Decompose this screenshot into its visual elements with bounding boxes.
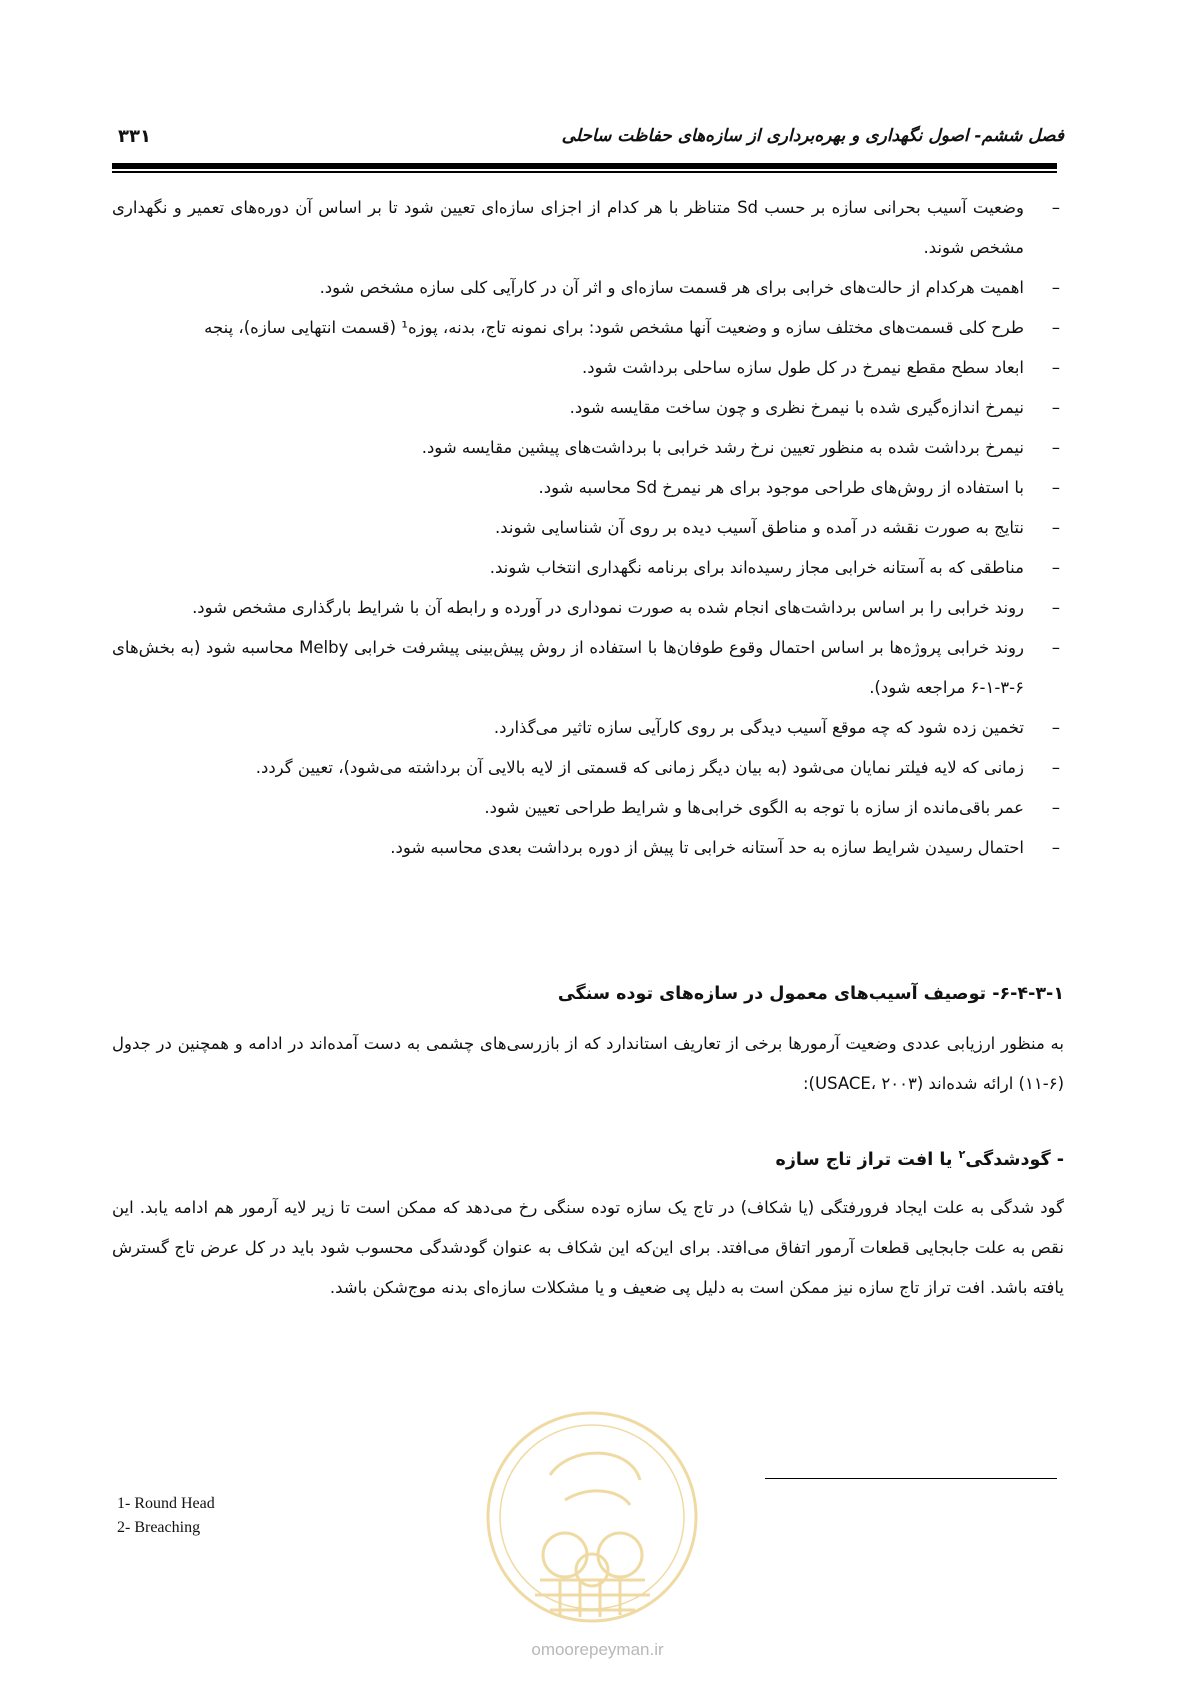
bullet-item: – ابعاد سطح مقطع نیمرخ در کل طول سازه ساحلی برداشت شود. [112, 348, 1064, 388]
bullet-item: – زمانی که لایه فیلتر نمایان می‌شود (به بیان دیگر زمانی که قسمتی از لایه بالایی آن برداشته می‌شود)، تعیین گردد. [112, 748, 1064, 788]
chapter-title: فصل ششم- اصول نگهداری و بهره‌برداری از سازه‌های حفاظت ساحلی [561, 126, 1064, 146]
bullet-item: – عمر باقی‌مانده از سازه با توجه به الگوی خرابی‌ها و شرایط طراحی تعیین شود. [112, 788, 1064, 828]
footnote-2: 2- Breaching [117, 1519, 201, 1536]
page-number: ۳۳۱ [118, 126, 151, 147]
inspection-bullet-list [112, 188, 1064, 868]
footnote-1: 1- Round Head [117, 1495, 215, 1512]
bullet-item: – احتمال رسیدن شرایط سازه به حد آستانه خرابی تا پیش از دوره برداشت بعدی محاسبه شود. [112, 828, 1064, 868]
bullet-item: – روند خرابی را بر اساس برداشت‌های انجام شده به صورت نموداری در آورده و رابطه آن با شرایط بارگذاری مشخص شود. [112, 588, 1064, 628]
footnote-rule [765, 1478, 1057, 1479]
header-rule-thin [112, 171, 1057, 173]
bullet-item: – روند خرابی پروژه‌ها بر اساس احتمال وقوع طوفان‌ها با استفاده از روش پیش‌بینی پیشرفت خرابی Melby محاسبه شود (به بخش‌های ۶-۳-۱-۶ مراجعه شود). [112, 628, 1064, 708]
omoore-peyman-seal-icon [480, 1405, 705, 1630]
bullet-item: – وضعیت آسیب بحرانی سازه بر حسب Sd متناظر با هر کدام از اجزای سازه‌ای تعیین شود تا بر اساس آن دوره‌های تعمیر و نگهداری مشخص شوند. [112, 188, 1064, 268]
section-intro-paragraph: به منظور ارزیابی عددی وضعیت آرمورها برخی از تعاریف استاندارد که از بازرسی‌های چشمی به دست آمده‌اند در ادامه و همچنین در جدول (۶-۱۱) ارائه شده‌اند (USACE، ۲۰۰۳): [112, 1034, 1064, 1093]
bullet-item: – با استفاده از روش‌های طراحی موجود برای هر نیمرخ Sd محاسبه شود. [112, 468, 1064, 508]
footnote-mark: ۲ [958, 1148, 966, 1161]
subsection-heading [776, 1148, 1064, 1170]
watermark-url: omoorepeyman.ir [531, 1640, 664, 1659]
bullet-item: – تخمین زده شود که چه موقع آسیب دیدگی بر روی کارآیی سازه تاثیر می‌گذارد. [112, 708, 1064, 748]
bullet-item: – اهمیت هرکدام از حالت‌های خرابی برای هر قسمت سازه‌ای و اثر آن در کارآیی کلی سازه مشخص شود. [112, 268, 1064, 308]
header-rule-thick [112, 163, 1057, 169]
subsection-heading-text: - گودشدگی [965, 1149, 1064, 1170]
footnotes [117, 1492, 215, 1540]
bullet-item: – مناطقی که به آستانه خرابی مجاز رسیده‌اند برای برنامه نگهداری انتخاب شوند. [112, 548, 1064, 588]
section-heading: ۶-۴-۳-۱- توصیف آسیب‌های معمول در سازه‌های توده سنگی [557, 984, 1064, 1004]
bullet-item: – نیمرخ اندازه‌گیری شده با نیمرخ نظری و چون ساخت مقایسه شود. [112, 388, 1064, 428]
bullet-item: – نیمرخ برداشت شده به منظور تعیین نرخ رشد خرابی با برداشت‌های پیشین مقایسه شود. [112, 428, 1064, 468]
bullet-item: – نتایج به صورت نقشه در آمده و مناطق آسیب دیده بر روی آن شناسایی شوند. [112, 508, 1064, 548]
subsection-body-paragraph: گود شدگی به علت ایجاد فرورفتگی (یا شکاف) در تاج یک سازه توده سنگی رخ می‌دهد که ممکن است تا زیر لایه آرمور هم ادامه یابد. این نقص به علت جابجایی قطعات آرمور اتفاق می‌افتد. برای این‌که این شکاف به عنوان گودشدگی محسوب شود باید در کل عرض تاج گسترش یافته باشد. افت تراز تاج سازه نیز ممکن است به دلیل پی ضعیف و یا مشکلات سازه‌ای بدنه موج‌شکن باشد. [112, 1198, 1064, 1297]
bullet-item: – طرح کلی قسمت‌های مختلف سازه و وضعیت آنها مشخص شود: برای نمونه تاج، بدنه، پوزه¹ (قسمت انتهایی سازه)، پنجه [112, 308, 1064, 348]
subsection-heading-rest: یا افت تراز تاج سازه [775, 1149, 959, 1170]
